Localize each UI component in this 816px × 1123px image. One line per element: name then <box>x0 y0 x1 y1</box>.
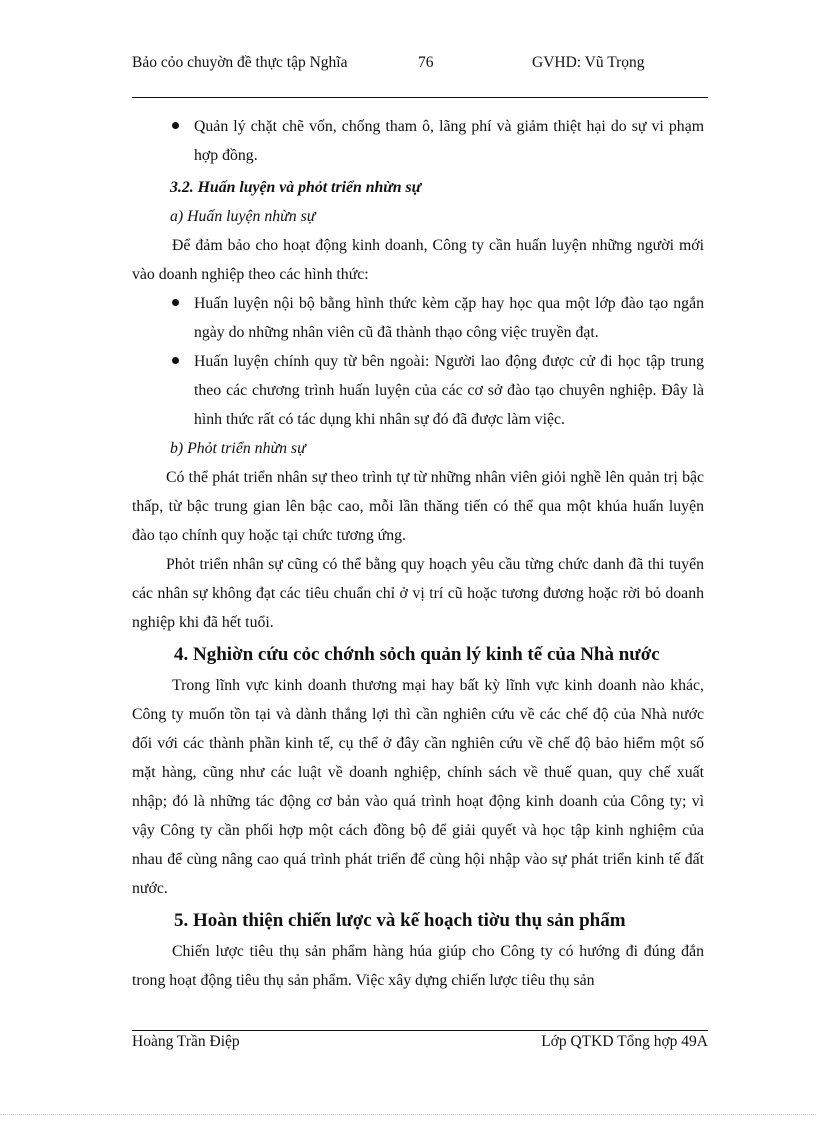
document-body <box>132 112 704 995</box>
header-page-number: 76 <box>418 54 434 71</box>
body-paragraph: Chiến lược tiêu thụ sản phẩm hàng húa giúp cho Công ty có hướng đi đúng đắn trong hoạt động tiêu thụ sản phẩm. Việc xây dựng chiến lược tiêu thụ sản <box>132 943 704 989</box>
header-report-title: Bảo cỏo chuyờn đề thực tập Nghĩa <box>132 54 348 71</box>
bullet-text: Huấn luyện chính quy từ bên ngoài: Người lao động được cử đi học tập trung theo các chương trình huấn luyện của các cơ sở đào tạo chuyên nghiệp. Đây là hình thức rất có tác dụng khi nhân sự đó đã được làm việc. <box>194 353 704 428</box>
bullet-item <box>132 289 704 347</box>
header-advisor: GVHD: Vũ Trọng <box>532 54 645 71</box>
bullet-text: Quản lý chặt chẽ vốn, chống tham ô, lãng phí và giảm thiệt hại do sự vi phạm hợp đồng. <box>194 118 704 164</box>
section-heading-4: 4. Nghiờn cứu cỏc chớnh sỏch quản lý kinh tế của Nhà nước <box>174 644 660 665</box>
section-heading-3-2: 3.2. Huấn luyện và phỏt triển nhừn sự <box>170 179 422 196</box>
bullet-item <box>132 112 704 170</box>
page-header <box>132 52 708 98</box>
body-paragraph: Trong lĩnh vực kinh doanh thương mại hay bất kỳ lĩnh vực kinh doanh nào khác, Công ty muốn tồn tại và dành thắng lợi thì cần nghiên cứu về các chế độ của Nhà nước đối với các thành phần kinh tế, cụ thể ở đây cần nghiên cứu về chế độ bảo hiểm một số mặt hàng, cũng như các luật về doanh nghiệp, chính sách về thuế quan, quy chế xuất nhập; đó là những tác động cơ bản vào quá trình hoạt động kinh doanh của Công ty; vì vậy Công ty cần phối hợp một cách đồng bộ để giải quyết và học tập kinh nghiệm của nhau để cùng nâng cao quá trình phát triển để cùng hội nhập vào sự phát triển kinh tế đất nước. <box>132 677 704 897</box>
subsection-heading-a: a) Huấn luyện nhừn sự <box>170 208 316 225</box>
body-paragraph: Để đảm bảo cho hoạt động kinh doanh, Công ty cần huấn luyện những người mới vào doanh nghiệp theo các hình thức: <box>132 237 704 283</box>
header-divider <box>132 97 708 98</box>
bullet-text: Huấn luyện nội bộ bằng hình thức kèm cặp hay học qua một lớp đào tạo ngắn ngày do những nhân viên cũ đã thành thạo công việc truyền đạt. <box>194 295 704 341</box>
footer-author: Hoàng Trần Điệp <box>132 1033 240 1050</box>
footer-divider <box>132 1030 708 1031</box>
footer-class: Lớp QTKD Tổng hợp 49A <box>541 1033 708 1050</box>
page-edge <box>0 1114 816 1115</box>
subsection-heading-b: b) Phỏt triển nhừn sự <box>170 440 306 457</box>
bullet-item <box>132 347 704 434</box>
bullet-dot-icon <box>172 299 179 306</box>
body-paragraph: Phỏt triển nhân sự cũng có thể bằng quy hoạch yêu cầu từng chức danh đã thi tuyển các nhân sự không đạt các tiêu chuẩn chỉ ở vị trí cũ hoặc tương đương hoặc rời bỏ doanh nghiệp khi đã hết tuổi. <box>132 556 704 631</box>
bullet-dot-icon <box>172 357 179 364</box>
section-heading-5: 5. Hoàn thiện chiến lược và kế hoạch tiờu thụ sản phẩm <box>174 910 626 931</box>
body-paragraph: Có thể phát triển nhân sự theo trình tự từ những nhân viên giỏi nghề lên quản trị bậc thấp, từ bậc trung gian lên bậc cao, mỗi lần thăng tiến có thể qua một khúa huấn luyện đào tạo chính quy hoặc tại chức tương ứng. <box>132 469 704 544</box>
bullet-dot-icon <box>172 122 179 129</box>
